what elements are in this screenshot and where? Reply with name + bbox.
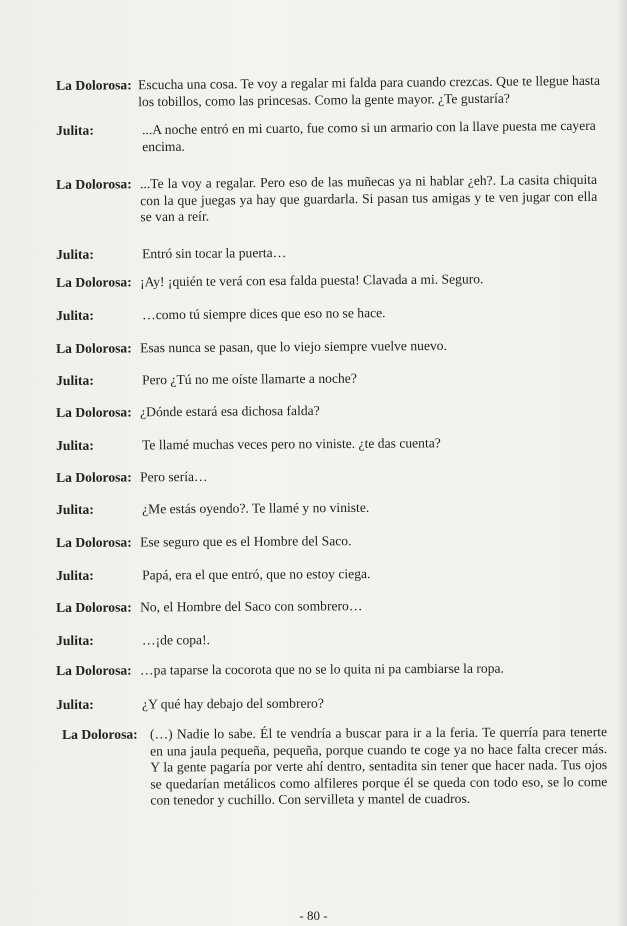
speaker-name: La Dolorosa:	[56, 77, 132, 93]
dialogue-line	[56, 660, 601, 679]
speaker-name: Julita:	[56, 246, 94, 262]
dialogue-text: …pa taparse la cocorota que no se lo quita ni pa cambiarse la ropa.	[139, 660, 504, 678]
dialogue-line	[56, 434, 601, 454]
dialogue-text: …como tú siempre dices que eso no se hace.	[141, 305, 386, 323]
dialogue-text: Escucha una cosa. Te voy a regalar mi falda para cuando crezcas. Que te llegue hasta los tobillos, como las princesas. Como la gente mayor. ¿Te gustaría?	[137, 72, 601, 109]
speaker-name: La Dolorosa:	[56, 662, 132, 678]
dialogue-line	[56, 118, 601, 156]
dialogue-text: Esas nunca se pasan, que lo viejo siempre vuelve nuevo.	[139, 337, 448, 356]
speaker-name: Julita:	[56, 122, 94, 138]
dialogue-line	[56, 597, 601, 617]
speaker-name: Julita:	[56, 632, 94, 648]
dialogue-text: (…) Nadie lo sabe. Él te vendría a buscar para ir a la feria. Te querría para tenerte en una jaula pequeña, pequeña, porque cuando te coge ya no hace falta crecer más. Y la gente pagaría por verte ahí dentro, sentadita sin tener que hacer nada. Tus ojos se quedarían metálicos como alfileres porque él se queda con todo eso, se lo come con tenedor y cuchillo. Con servilleta y mantel de cuadros.	[149, 724, 608, 808]
dialogue-line	[56, 565, 601, 585]
dialogue-text: Ese seguro que es el Hombre del Saco.	[139, 533, 352, 550]
speaker-name: La Dolorosa:	[56, 469, 132, 485]
dialogue-line	[56, 242, 601, 263]
dialogue-line	[56, 630, 601, 649]
dialogue-line	[56, 498, 601, 518]
speaker-name: Julita:	[56, 437, 94, 453]
dialogue-line	[56, 401, 601, 422]
speaker-name: Julita:	[56, 372, 94, 388]
speaker-name: La Dolorosa:	[56, 176, 132, 192]
dialogue-line	[56, 337, 601, 358]
speaker-name: La Dolorosa:	[56, 340, 132, 356]
speaker-name: Julita:	[56, 696, 94, 712]
speaker-name: Julita:	[56, 567, 94, 583]
dialogue-text: ¿Y qué hay debajo del sombrero?	[141, 695, 324, 712]
dialogue-text: ¿Me estás oyendo?. Te llamé y no viniste.	[141, 499, 370, 517]
speaker-name: Julita:	[56, 501, 94, 517]
dialogue-line	[56, 694, 601, 713]
dialogue-text: …¡de copa!.	[141, 632, 211, 648]
dialogue-line	[56, 73, 601, 111]
dialogue-line	[56, 303, 601, 324]
speaker-name: Julita:	[56, 307, 94, 323]
dialogue-text: ...Te la voy a regalar. Pero eso de las muñecas ya ni hablar ¿eh?. La casita chiquita con la que juegas ya hay que guardarla. Si pasan tus amigas y te ven jugar con ella se van a reír.	[139, 171, 598, 225]
speaker-name: La Dolorosa:	[56, 534, 132, 550]
dialogue-text: Pero ¿Tú no me oíste llamarte a noche?	[141, 370, 357, 388]
dialogue-line	[62, 724, 607, 809]
dialogue-text: Pero sería…	[139, 468, 208, 485]
dialogue-text: Te llamé muchas veces pero no viniste. ¿te das cuenta?	[141, 435, 441, 453]
dialogue-line	[56, 369, 601, 390]
page-number: - 80 -	[299, 908, 328, 923]
dialogue-text: ...A noche entró en mi cuarto, fue como si un armario con la llave puesta me cayera encima.	[141, 117, 596, 154]
dialogue-text: ¡Ay! ¡quién te verá con esa falda puesta! Clavada a mi. Seguro.	[139, 271, 484, 290]
speaker-name: La Dolorosa:	[56, 599, 132, 615]
dialogue-text: Entró sin tocar la puerta…	[141, 244, 287, 262]
dialogue-text: No, el Hombre del Saco con sombrero…	[139, 598, 363, 615]
dialogue-text: Papá, era el que entró, que no estoy ciega.	[141, 566, 371, 583]
dialogue-line	[56, 532, 601, 552]
dialogue-text: ¿Dónde estará esa dichosa falda?	[139, 402, 320, 420]
speaker-name: La Dolorosa:	[56, 404, 132, 420]
dialogue-line	[56, 270, 601, 291]
speaker-name: La Dolorosa:	[56, 274, 132, 290]
dialogue-line	[56, 172, 601, 227]
dialogue-line	[56, 466, 601, 486]
speaker-name: La Dolorosa:	[62, 726, 138, 742]
